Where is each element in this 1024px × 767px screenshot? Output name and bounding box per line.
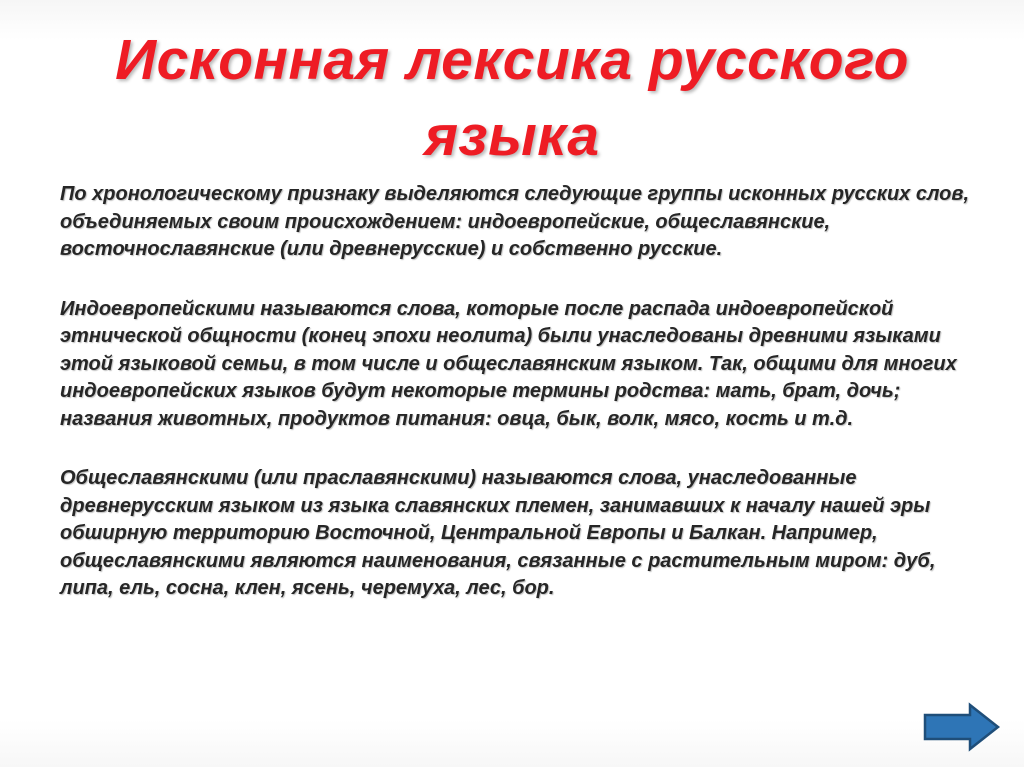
slide-title-line-2: языка (424, 104, 600, 168)
paragraph-common-slavic: Общеславянскими (или праславянскими) называются слова, унаследованные древнерусским языком из языка славянских племен, занимавших к началу нашей эры обширную территорию Восточной, Центральной Европы и Балкан. Например, общеславянскими являются наименования, связанные с растительным миром: дуб, липа, ель, сосна, клен, ясень, черемуха, лес, бор. (60, 467, 936, 599)
slide-title-line-1: Исконная лексика русского (115, 28, 909, 92)
paragraph-chronological-groups: По хронологическому признаку выделяются следующие группы исконных русских слов, объединяемых своим происхождением: индоевропейские, общеславянские, восточнославянские (или древнерусские) и собственно русские. (60, 183, 969, 260)
right-arrow-icon (922, 702, 1002, 752)
paragraph-indo-european: Индоевропейскими называются слова, которые после распада индоевропейской этнической общности (конец эпохи неолита) были унаследованы древними языками этой языковой семьи, в том числе и общеславянским языком. Так, общими для многих индоевропейских языков будут некоторые термины родства: мать, брат, дочь; названия животных, продуктов питания: овца, бык, волк, мясо, кость и т.д. (60, 297, 957, 430)
next-slide-button[interactable] (922, 702, 1002, 752)
slide-title (60, 22, 964, 174)
slide-body (60, 181, 980, 635)
